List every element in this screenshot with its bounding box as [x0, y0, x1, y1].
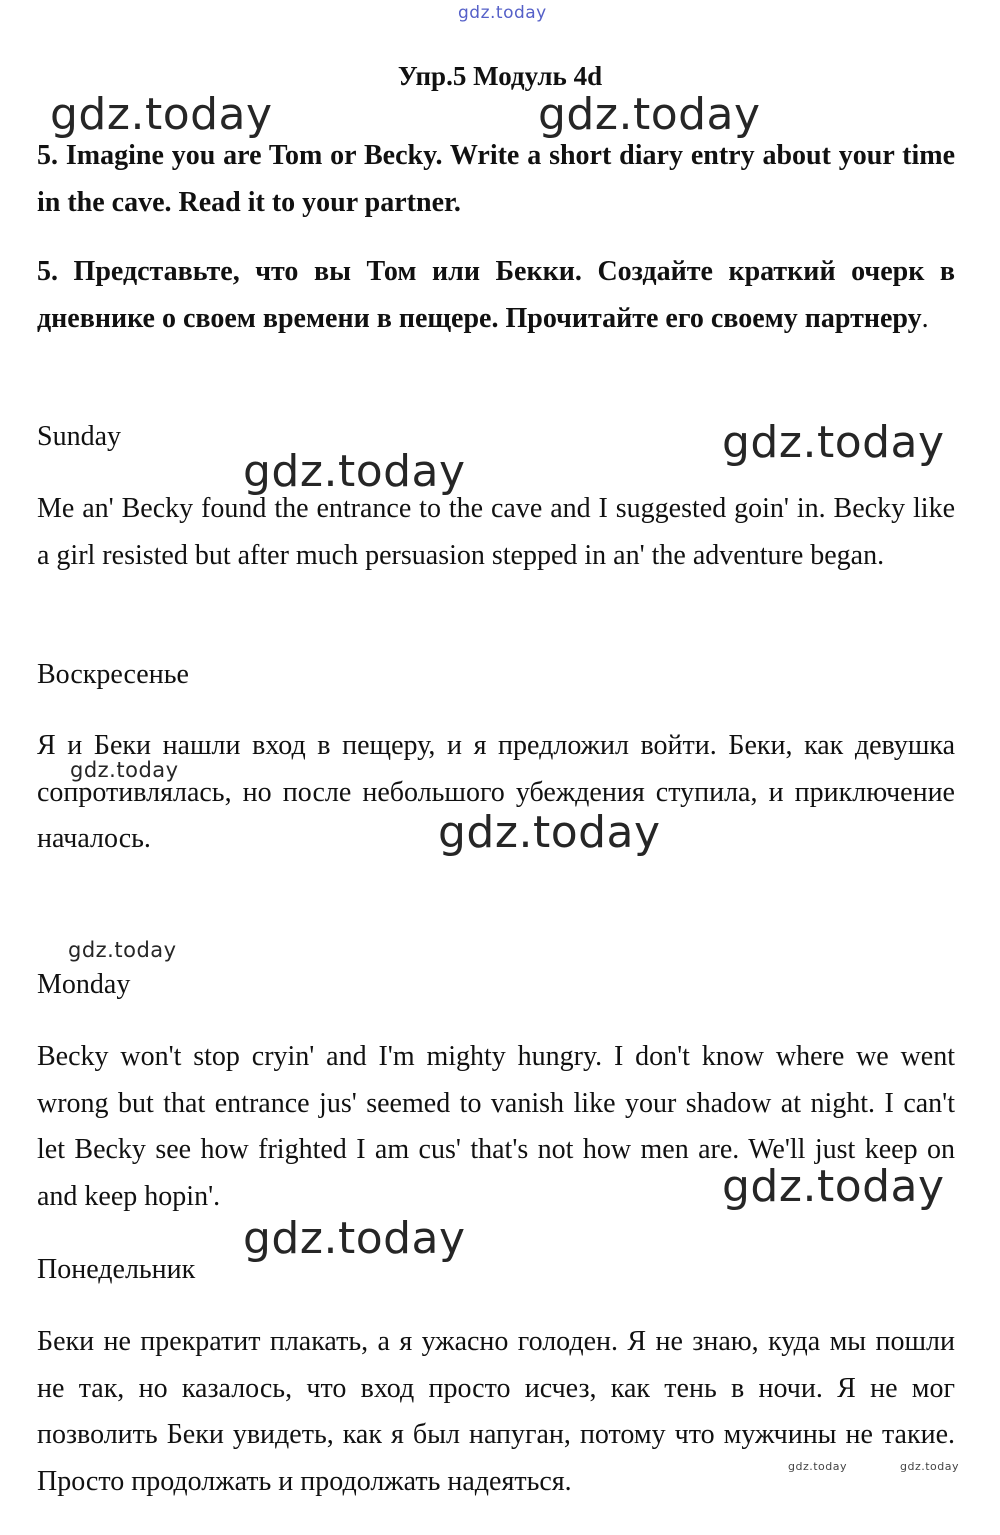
- watermark: gdz.today: [438, 807, 661, 858]
- entry-text-monday-ru: Беки не прекратит плакать, а я ужасно голоден. Я не знаю, куда мы пошли не так, но казалось, что вход просто исчез, как тень в ночи. Я не мог позволить Беки увидеть, как я был напуган, потому что мужчины не такие. Просто продолжать и продолжать надеяться.: [37, 1326, 955, 1497]
- watermark: gdz.today: [722, 417, 945, 468]
- watermark: gdz.today: [243, 446, 466, 497]
- watermark-tiny: gdz.today: [788, 1460, 848, 1473]
- day-label-monday: Monday: [37, 969, 131, 1000]
- entry-text-sunday-en: Me an' Becky found the entrance to the cave and I suggested goin' in. Becky like a girl resisted but after much persuasion stepped in an' the adventure began.: [37, 493, 955, 571]
- watermark: gdz.today: [68, 938, 177, 962]
- page-title: Упр.5 Модуль 4d: [397, 61, 603, 91]
- task-russian: [37, 249, 955, 342]
- watermark: gdz.today: [538, 89, 761, 140]
- watermark: gdz.today: [70, 758, 179, 782]
- task-russian-tail: .: [921, 302, 929, 334]
- day-label-sunday: Sunday: [37, 421, 121, 452]
- entry-text-monday-en: Becky won't stop cryin' and I'm mighty hungry. I don't know where we went wrong but that entrance jus' seemed to vanish like your shadow at night. I can't let Becky see how frighted I am cus' that's not how men are. We'll just keep on and keep hopin'.: [37, 1041, 955, 1212]
- day-label-sunday-ru: Воскресенье: [37, 659, 189, 690]
- watermark-tiny: gdz.today: [900, 1460, 960, 1473]
- watermark-top: gdz.today: [458, 3, 547, 23]
- entry-text-sunday-ru: Я и Беки нашли вход в пещеру, и я предложил войти. Беки, как девушка сопротивлялась, но после небольшого убеждения ступила, и приключение началось.: [37, 730, 955, 854]
- task-english: 5. Imagine you are Tom or Becky. Write a short diary entry about your time in the cave. Read it to your partner.: [37, 140, 955, 218]
- watermark: gdz.today: [722, 1161, 945, 1212]
- watermark: gdz.today: [50, 89, 273, 140]
- watermark: gdz.today: [243, 1213, 466, 1264]
- task-russian-text: 5. Представьте, что вы Том или Бекки. Создайте краткий очерк в дневнике о своем времени в пещере. Прочитайте его своему партнеру: [37, 256, 955, 334]
- day-label-monday-ru: Понедельник: [37, 1254, 196, 1285]
